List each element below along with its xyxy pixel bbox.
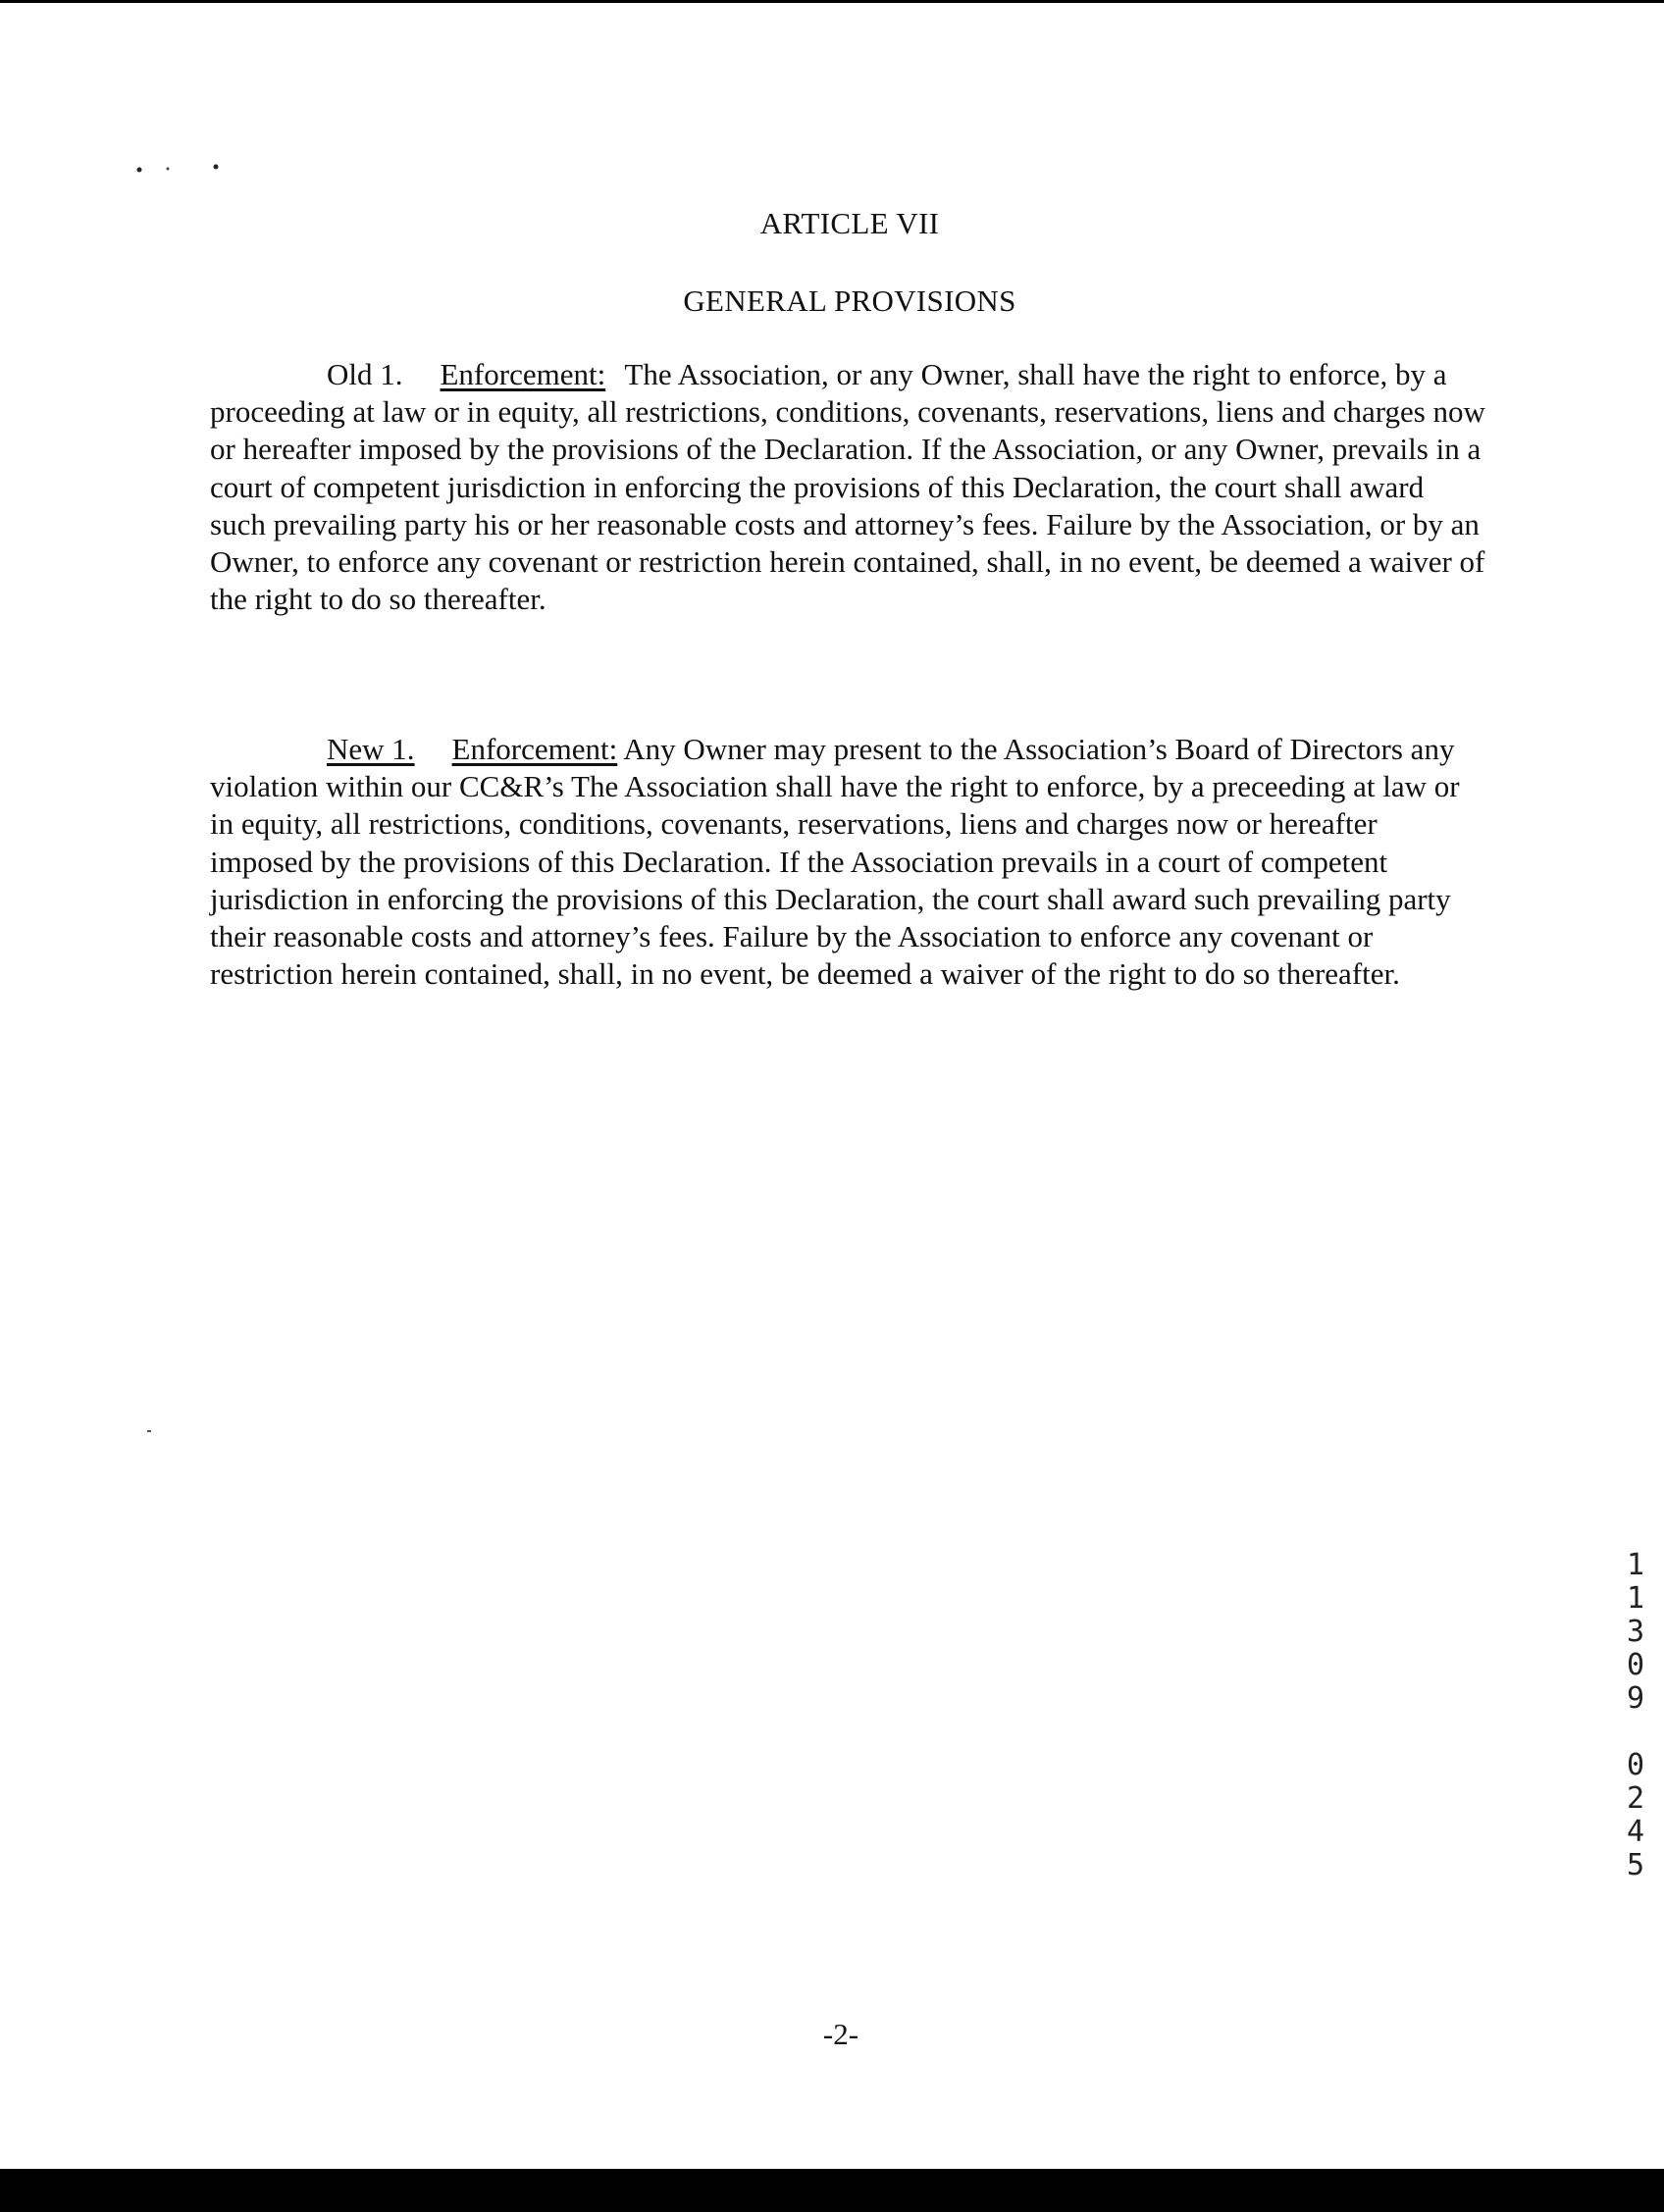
new-section-first-line: Any Owner may present to the Association’s Board of: [623, 732, 1282, 766]
stamp-digit: 0: [1626, 1648, 1645, 1682]
old-section-body: enforce, by a proceeding at law or in equity, all restrictions, conditions, covenants, reservations, liens and charges now or hereafter imposed by the provisions of the Declaration. If the Association, or any Owner, prevails in a court of competent jurisdiction in enforcing the provisions of this Declaration, the court shall award such prevailing party his or her reasonable costs and attorney’s fees. Failure by the Association, or by an Owner, to enforce any covenant or restriction herein contained, shall, in no event, be deemed a waiver of the right to do so thereafter.: [210, 357, 1485, 617]
section-title: GENERAL PROVISIONS: [683, 283, 1016, 318]
bates-stamp-top: [1621, 1549, 1650, 1716]
old-section-label: Old 1.: [327, 357, 403, 391]
new-section-body: Directors any violation within our CC&R’s The Association shall have the right to enforce, by a preceeding at law or in equity, all restrictions, conditions, covenants, reservations, liens and charges now or hereafter imposed by the provisions of this Declaration. If the Association prevails in a court of competent jurisdiction in enforcing the provisions of this Declaration, the court shall award such prevailing party their reasonable costs and attorney’s fees. Failure by the Association to enforce any covenant or restriction herein contained, shall, in no event, be deemed a waiver of the right to do so thereafter.: [210, 732, 1460, 992]
old-section-first-line: The Association, or any Owner, shall have the right to: [624, 357, 1281, 391]
new-section-paragraph: [210, 731, 1485, 993]
stamp-digit: 9: [1626, 1681, 1645, 1716]
article-title: ARTICLE VII: [759, 206, 940, 240]
stamp-digit: 1: [1626, 1548, 1645, 1582]
stamp-digit: 2: [1626, 1781, 1645, 1816]
old-section-paragraph: [210, 356, 1485, 618]
document-page: [0, 3, 1664, 2169]
stamp-digit: 4: [1626, 1815, 1645, 1849]
scan-speck-marks: [135, 160, 224, 180]
new-section-label: New 1.: [327, 732, 415, 766]
stamp-digit: 1: [1626, 1581, 1645, 1616]
page-number: -2-: [822, 2017, 859, 2051]
stamp-digit: 3: [1626, 1615, 1645, 1649]
new-section-heading: Enforcement:: [451, 732, 618, 766]
stamp-digit: 0: [1626, 1748, 1645, 1782]
stamp-digit: 5: [1626, 1848, 1645, 1882]
scan-stray-mark: [147, 1430, 151, 1432]
bates-stamp-bottom: [1621, 1749, 1650, 1882]
old-section-heading: Enforcement:: [440, 357, 606, 391]
